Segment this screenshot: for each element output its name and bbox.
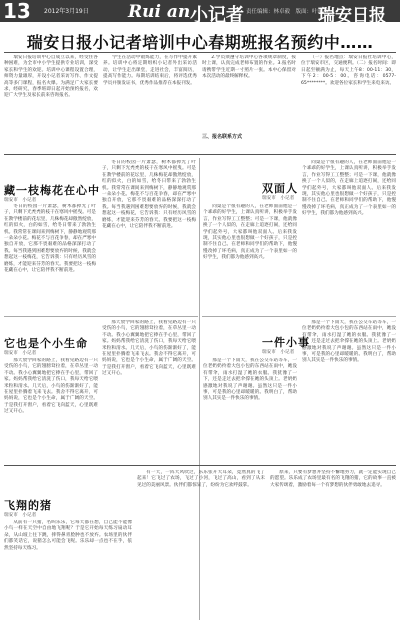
article-text-smallthing-cont: 那是一个下雨天，我在公交车站等车，一位老奶奶拎着大包小包的东西站在雨中，她没有带伞，雨水打湿了她的衣服。我犹豫了一下，还是走过去把伞撑在她的头顶上。老奶奶感激地对我说了声谢谢。虽然这只是一件小事，可是我的心里却暖暖的。我明白了，帮助别人其实是一件快乐的事情。 bbox=[302, 320, 396, 364]
article-body-flyingpig-3 bbox=[270, 470, 396, 638]
article-text-twofaced-cont: 同桌是个很有趣的人，在老师面前他是一个乖乖的好学生，上课认真听讲，积极举手发言，作业写得工工整整；可是一下课，他就像换了一个人似的，在走廊上追逐打闹，还给同学们起外号，大家都叫他双面人。后来我发现，其实他心里也很想做一个好孩子，只是控制不住自己。在老师和同学们的帮助下，他慢慢改掉了坏毛病，真正成为了一个表里如一的好学生，我们都为他感到高兴。 bbox=[302, 160, 396, 217]
headline-rule bbox=[4, 52, 396, 53]
editor-credit: 责任编辑：林卓毅 版面：叶晴燕 bbox=[246, 9, 329, 15]
lead-column-2 bbox=[103, 55, 197, 151]
article-body-life-1 bbox=[4, 358, 98, 462]
article-text-flyingpig-2: 有一天，一阵大风吹过，乐乐张开大耳朵，竟然真的飞了起来！它飞过了农场，飞过了小河，飞过了高山，看到了从未见过的美丽风景。伙伴们都惊呆了，纷纷为它欢呼鼓掌。 bbox=[137, 470, 265, 488]
article-body-twofaced-1 bbox=[203, 204, 297, 312]
article-text-life: 那天放学回家的路上，我看见路边有一只受伤的小鸟，它的翅膀耷拉着，在草丛里一动不动。我小心翼翼地把它捧在手心里，带回了家。妈妈帮我给它清洗了伤口，我每天给它喂米粒和清水。几天后，小鸟的伤渐渐好了，能在屋里扑腾着飞来飞去。我舍不得它离开，可妈妈说，它也是个小生命，属于广阔的天空。于是我打开窗户，看着它飞向蓝天，心里既难过又开心。 bbox=[4, 358, 98, 415]
section-divider-3 bbox=[202, 316, 396, 317]
lead-text-1: 瑞安日报培训中心自成立以来，经受住各种困难，为全市中小学生提供专业培训，深受家长和学生的欢迎。培训中心课程设置合理，师资力量雄厚，开设小记者采访写作、作文提高等多门课程，报名火爆。为满足广大家长要求，经研究，春季班即日起开始预约报名，欢迎广大学生及家长前来咨询报名。 bbox=[4, 55, 98, 99]
lead-column-1 bbox=[4, 55, 98, 151]
masthead bbox=[0, 0, 400, 26]
article-byline-plum: 瑞安市 小记者 bbox=[4, 198, 37, 203]
article-byline-flyingpig: 瑞安市 小记者 bbox=[4, 513, 37, 518]
article-text-plum-cont: 冬日的校园一片萧瑟，树木都掉光了叶子，只剩下光秃秃的枝干在寒风中摇曳。可是在教学楼前的花坛里，几株梅花却傲然绽放，红的似火，白的如雪，给冬日带来了勃勃生机。我常常在课间来到梅树下，静静地观赏那一朵朵小花。梅花不与百花争春，却在严寒中独自开放，它那不畏艰难的品格深深打动了我。每当我遇到困难想要放弃的时候，我就会想起这一枝梅花，它告诉我：只有经历风雪的磨炼，才能迎来芬芳的春天。我要把这一枝梅花藏在心中，让它陪伴我不断前进。 bbox=[102, 160, 196, 230]
notice-heading: 三、报名联系方式 bbox=[202, 134, 243, 140]
article-body-plum-2 bbox=[102, 160, 196, 312]
page-number: 13 bbox=[3, 0, 31, 23]
article-body-twofaced-2 bbox=[302, 160, 396, 312]
lead-column-3 bbox=[202, 55, 296, 127]
article-body-flyingpig-2 bbox=[137, 470, 265, 638]
issue-date: 2012年3月19日 bbox=[44, 8, 89, 15]
article-body-smallthing-2 bbox=[302, 320, 396, 462]
article-body-plum-1 bbox=[4, 204, 96, 312]
article-title-plum: 藏一枝梅花在心中 bbox=[4, 184, 100, 197]
article-title-life: 它也是个小生命 bbox=[4, 337, 88, 350]
article-text-life-cont: 那天放学回家的路上，我看见路边有一只受伤的小鸟，它的翅膀耷拉着，在草丛里一动不动。我小心翼翼地把它捧在手心里，带回了家。妈妈帮我给它清洗了伤口，我每天给它喂米粒和清水。几天后，小鸟的伤渐渐好了，能在屋里扑腾着飞来飞去。我舍不得它离开，可妈妈说，它也是个小生命，属于广阔的天空。于是我打开窗户，看着它飞向蓝天，心里既难过又开心。 bbox=[102, 320, 196, 377]
article-text-flyingpig-3: 原来，只要有梦想并坚持不懈地努力，就一定能实现自己的愿望。乐乐成了农场里最有名的飞翔的猪，它的故事一直被大家传颂着，激励着每一个有梦想的伙伴勇敢地去追寻。 bbox=[270, 470, 396, 488]
article-body-life-2 bbox=[102, 320, 196, 462]
article-body-smallthing-1 bbox=[203, 358, 297, 462]
article-text-plum: 冬日的校园一片萧瑟，树木都掉光了叶子，只剩下光秃秃的枝干在寒风中摇曳。可是在教学楼前的花坛里，几株梅花却傲然绽放，红的似火，白的如雪，给冬日带来了勃勃生机。我常常在课间来到梅树下，静静地观赏那一朵朵小花。梅花不与百花争春，却在严寒中独自开放，它那不畏艰难的品格深深打动了我。每当我遇到困难想要放弃的时候，我就会想起这一枝梅花，它告诉我：只有经历风雪的磨炼，才能迎来芬芳的春天。我要把这一枝梅花藏在心中，让它陪伴我不断前进。 bbox=[4, 204, 96, 274]
article-byline-life: 瑞安市 小记者 bbox=[4, 351, 37, 356]
article-text-smallthing: 那是一个下雨天，我在公交车站等车，一位老奶奶拎着大包小包的东西站在雨中，她没有带伞，雨水打湿了她的衣服。我犹豫了一下，还是走过去把伞撑在她的头顶上。老奶奶感激地对我说了声谢谢。虽然这只是一件小事，可是我的心里却暖暖的。我明白了，帮助别人其实是一件快乐的事情。 bbox=[203, 358, 297, 402]
section-divider-1 bbox=[4, 154, 396, 155]
section-divider-2 bbox=[4, 316, 198, 317]
article-title-smallthing: 一件小事 bbox=[262, 336, 310, 349]
lead-text-2: 学生在活动中锻炼能力，在写作中提升素养。培训中心将定期组织小记者外出采访活动，让学生走出课堂，走进社会，丰富阅历，提高写作能力。每期培训结束后，将评选优秀学员并颁发证书，优秀作品推荐在本报刊发。 bbox=[103, 55, 197, 86]
section-name-cn: 小记者 bbox=[190, 5, 244, 26]
lead-column-4 bbox=[301, 55, 396, 151]
section-divider-4 bbox=[4, 465, 396, 466]
article-body-flyingpig-1 bbox=[4, 520, 132, 638]
article-text-twofaced: 同桌是个很有趣的人，在老师面前他是一个乖乖的好学生，上课认真听讲，积极举手发言，作业写得工工整整；可是一下课，他就像换了一个人似的，在走廊上追逐打闹，还给同学们起外号，大家都叫他双面人。后来我发现，其实他心里也很想做一个好孩子，只是控制不住自己。在老师和同学们的帮助下，他慢慢改掉了坏毛病，真正成为了一个表里如一的好学生，我们都为他感到高兴。 bbox=[203, 204, 297, 261]
lead-headline: 瑞安日报小记者培训中心春期班报名预约中…… bbox=[26, 33, 374, 52]
lead-text-4: （一）报名地点：瑞安日报社培训中心，位于瑞安市区，交通便利。（二）报名时间：即日起至额满为止，每天上午8：00-11：30，下午2：00-5：00。咨询电话：0577-65********。欢迎各位家长和学生来电来访。 bbox=[301, 55, 396, 86]
article-byline-smallthing: 瑞安市 小记者 bbox=[262, 350, 295, 355]
section-name-en: Rui an bbox=[128, 2, 191, 22]
article-title-flyingpig: 飞翔的猪 bbox=[4, 499, 52, 512]
newspaper-logo: 瑞安日报 bbox=[318, 6, 386, 26]
article-title-twofaced: 双面人 bbox=[262, 182, 298, 195]
article-byline-twofaced: 瑞安市 小记者 bbox=[262, 196, 295, 201]
lead-text-3: 2.学员须遵守培训中心各项规章制度，按时上课，认真完成老师布置的作业。3.报名时请携带学生近期一寸照片一张。本中心保留对本次活动的最终解释权。 bbox=[202, 55, 296, 80]
article-text-flyingpig-1: 从前有一只猪，名叫乐乐，它每天都在想，自己能不能像小鸟一样在天空中自由地飞翔呢？于是它开始每天练习扇动耳朵，从山坡上往下跳，摔得鼻青脸肿也不放弃。农场里的伙伴们都笑话它，说猪怎么可能会飞呢。乐乐却一点也不在乎，依然坚持每天练习。 bbox=[4, 520, 132, 551]
